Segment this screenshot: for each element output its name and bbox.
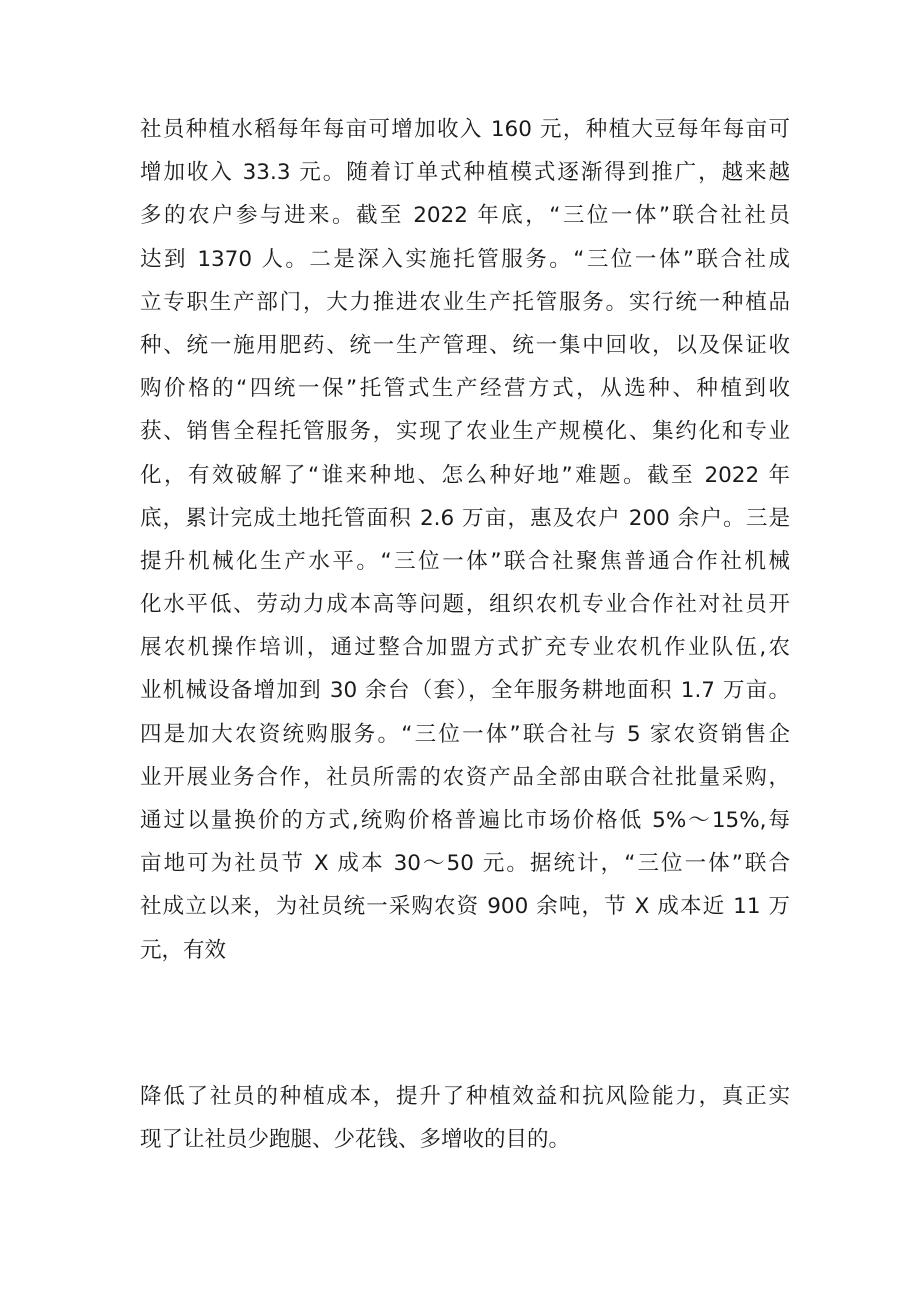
text-line: 达到 1370 人。二是深入实施托管服务。“三位一体”联合社成 xyxy=(140,246,790,272)
text-line: 现了让社员少跑腿、少花钱、多增收的目的。 xyxy=(140,1127,571,1153)
text-line: 立专职生产部门，大力推进农业生产托管服务。实行统一种植品 xyxy=(140,289,790,315)
text-line: 四是加大农资统购服务。“三位一体”联合社与 5 家农资销售企 xyxy=(140,721,790,747)
text-line: 社成立以来，为社员统一采购农资 900 余吨，节 X 成本近 11 万 xyxy=(140,894,790,920)
text-line: 业机械设备增加到 30 余台（套），全年服务耕地面积 1.7 万亩。 xyxy=(140,678,790,704)
paragraph-body xyxy=(140,108,790,972)
text-line: 购价格的“四统一保”托管式生产经营方式，从选种、种植到收 xyxy=(140,376,790,402)
text-line: 化，有效破解了“谁来种地、怎么种好地”难题。截至 2022 年 xyxy=(140,462,790,488)
text-line: 展农机操作培训，通过整合加盟方式扩充专业农机作业队伍,农 xyxy=(140,635,790,661)
text-line: 业开展业务合作，社员所需的农资产品全部由联合社批量采购， xyxy=(140,764,790,790)
text-line: 元，有效 xyxy=(140,937,227,963)
text-line: 通过以量换价的方式,统购价格普遍比市场价格低 5%～15%,每 xyxy=(140,808,790,833)
text-line: 增加收入 33.3 元。随着订单式种植模式逐渐得到推广，越来越 xyxy=(140,160,790,186)
text-line: 提升机械化生产水平。“三位一体”联合社聚焦普通合作社机械 xyxy=(140,548,790,574)
text-line: 亩地可为社员节 X 成本 30～50 元。据统计，“三位一体”联合 xyxy=(140,851,790,877)
text-line: 多的农户参与进来。截至 2022 年底，“三位一体”联合社社员 xyxy=(140,203,790,229)
paragraph-continuation xyxy=(140,1075,790,1161)
text-line: 降低了社员的种植成本，提升了种植效益和抗风险能力，真正实 xyxy=(140,1084,790,1109)
text-line: 种、统一施用肥药、统一生产管理、统一集中回收，以及保证收 xyxy=(140,332,790,358)
text-line: 底，累计完成土地托管面积 2.6 万亩，惠及农户 200 余户。三是 xyxy=(140,505,790,531)
text-line: 化水平低、劳动力成本高等问题，组织农机专业合作社对社员开 xyxy=(140,592,790,618)
text-line: 社员种植水稻每年每亩可增加收入 160 元，种植大豆每年每亩可 xyxy=(140,117,790,142)
text-line: 获、销售全程托管服务，实现了农业生产规模化、集约化和专业 xyxy=(140,419,790,445)
